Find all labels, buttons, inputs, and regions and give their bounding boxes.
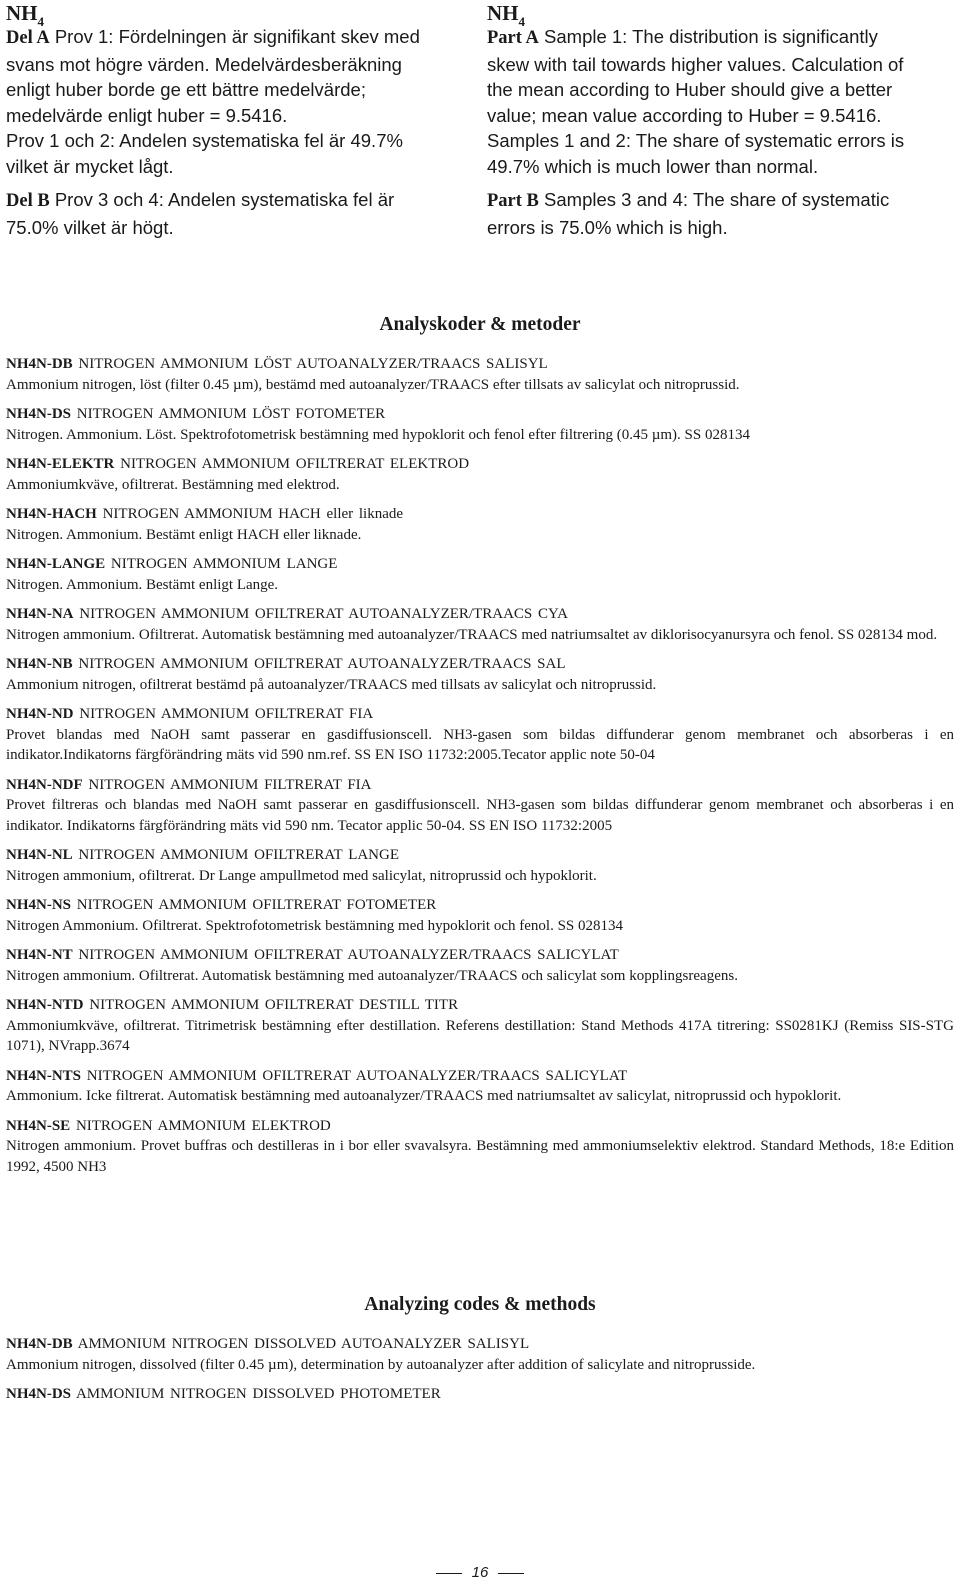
method-heading bbox=[6, 604, 954, 625]
method-entry bbox=[6, 895, 954, 936]
method-heading bbox=[6, 945, 954, 966]
method-heading bbox=[6, 1334, 954, 1355]
method-code: NH4N-NS bbox=[6, 897, 72, 913]
method-entry bbox=[6, 945, 954, 986]
method-name: AMMONIUM NITROGEN DISSOLVED AUTOANALYZER SALISYL bbox=[77, 1336, 530, 1352]
method-description: Ammonium. Icke filtrerat. Automatisk bestämning med autoanalyzer/TRAACS med natriumsaltet av salicylat, nitroprussid och hypoklorit. bbox=[6, 1088, 842, 1104]
method-name: NITROGEN AMMONIUM OFILTRERAT AUTOANALYZER/TRAACS CYA bbox=[79, 606, 569, 622]
method-name: NITROGEN AMMONIUM OFILTRERAT AUTOANALYZER/TRAACS SALICYLAT bbox=[78, 947, 619, 963]
method-description: Nitrogen ammonium. Ofiltrerat. Automatisk bestämning med autoanalyzer/TRAACS och salicylat som kopplingsreagens. bbox=[6, 967, 738, 984]
method-heading bbox=[6, 504, 954, 525]
part-a-line: svans mot högre värden. Medelvärdesberäkning bbox=[6, 53, 402, 75]
method-description: Nitrogen. Ammonium. Bestämt enligt Lange. bbox=[6, 576, 279, 593]
method-description: Provet filtreras och blandas med NaOH samt passerar en gasdiffusionscell. NH3-gasen som bildas diffunderar genom membranet och absorberas i en indikator. Indikatorns färgförändring mäts vid 590 nm. Tecator applic 50-04. SS EN ISO 11732:2005 bbox=[6, 797, 954, 834]
method-name: NITROGEN AMMONIUM OFILTRERAT DESTILL TITR bbox=[89, 997, 459, 1013]
part-a-line: Samples 1 and 2: The share of systematic errors is bbox=[487, 130, 905, 151]
part-b-line: 75.0% vilket är högt. bbox=[6, 216, 174, 238]
method-name: NITROGEN AMMONIUM ELEKTROD bbox=[75, 1117, 331, 1134]
method-entry bbox=[6, 704, 954, 766]
part-a-line: skew with tail towards higher values. Calculation of bbox=[487, 53, 904, 75]
method-entry bbox=[6, 845, 954, 886]
method-code: NH4N-DB bbox=[6, 356, 73, 372]
method-description: Nitrogen ammonium. Provet buffras och destilleras in i bor eller svavalsyra. Bestämning med ammoniumselektiv elektrod. Standard Methods, 18:e Edition 1992, 4500 NH3 bbox=[6, 1138, 954, 1175]
method-code: NH4N-ELEKTR bbox=[6, 456, 115, 472]
part-a-paragraph bbox=[6, 24, 451, 179]
summary-swedish bbox=[6, 0, 451, 240]
method-code: NH4N-NTD bbox=[6, 997, 84, 1013]
method-entry bbox=[6, 1384, 954, 1405]
method-code: NH4N-NTS bbox=[6, 1067, 82, 1084]
method-entry bbox=[6, 1334, 954, 1375]
method-entry bbox=[6, 354, 954, 395]
part-b-label: Part B bbox=[487, 191, 539, 211]
summary-heading bbox=[6, 1, 451, 29]
method-heading bbox=[6, 404, 954, 425]
method-entry bbox=[6, 554, 954, 595]
heading-subscript: 4 bbox=[37, 14, 44, 29]
method-code: NH4N-NT bbox=[6, 947, 73, 963]
method-description: Ammonium nitrogen, löst (filter 0.45 µm), bestämd med autoanalyzer/TRAACS efter tillsats av salicylat och nitroprussid. bbox=[6, 376, 740, 393]
part-a-paragraph bbox=[487, 24, 947, 179]
part-a-line: Prov 1 och 2: Andelen systematiska fel är 49.7% bbox=[6, 130, 403, 151]
method-description: Ammoniumkväve, ofiltrerat. Bestämning med elektrod. bbox=[6, 476, 340, 493]
methods-title-swedish: Analyskoder & metoder bbox=[379, 314, 581, 335]
methods-list-swedish bbox=[6, 354, 954, 1186]
method-entry bbox=[6, 654, 954, 695]
page-number-dash bbox=[436, 1573, 462, 1574]
method-name: NITROGEN AMMONIUM OFILTRERAT FIA bbox=[79, 706, 374, 722]
part-b-line: Prov 3 och 4: Andelen systematiska fel är bbox=[54, 189, 395, 210]
method-entry bbox=[6, 775, 954, 837]
method-code: NH4N-DS bbox=[6, 1386, 72, 1402]
method-heading bbox=[6, 895, 954, 916]
method-code: NH4N-NA bbox=[6, 606, 74, 622]
method-name: NITROGEN AMMONIUM OFILTRERAT ELEKTROD bbox=[120, 456, 470, 472]
method-code: NH4N-HACH bbox=[6, 506, 97, 522]
part-b-line: Samples 3 and 4: The share of systematic bbox=[544, 189, 890, 210]
method-name: NITROGEN AMMONIUM HACH eller liknade bbox=[102, 506, 404, 522]
summary-english bbox=[487, 0, 947, 240]
method-code: NH4N-ND bbox=[6, 706, 74, 722]
part-b-line: errors is 75.0% which is high. bbox=[487, 216, 728, 238]
method-description: Ammoniumkväve, ofiltrerat. Titrimetrisk bestämning efter destillation. Referens destillation: Stand Methods 417A titrering: SS0281KJ (Remiss SIS-STG 1071), NVrapp.3674 bbox=[6, 1017, 954, 1054]
method-entry bbox=[6, 504, 954, 545]
method-heading bbox=[6, 704, 954, 725]
part-a-line: Prov 1: Fördelningen är signifikant skev med bbox=[54, 26, 420, 47]
method-entry bbox=[6, 995, 954, 1057]
part-a-label: Part A bbox=[487, 28, 539, 48]
method-heading bbox=[6, 1384, 954, 1405]
method-description: Provet blandas med NaOH samt passerar en gasdiffusionscell. NH3-gasen som bildas diffunderar genom membranet och absorberas i en indikator.Indikatorns färgförändring mäts vid 590 nm.ref. SS EN ISO 11732:2005.Tecator applic note 50-04 bbox=[6, 726, 954, 763]
method-heading bbox=[6, 654, 954, 675]
method-name: NITROGEN AMMONIUM OFILTRERAT AUTOANALYZER/TRAACS SALICYLAT bbox=[86, 1067, 628, 1084]
method-description: Ammonium nitrogen, dissolved (filter 0.45 µm), determination by autoanalyzer after addition of salicylate and nitroprusside. bbox=[6, 1356, 756, 1373]
method-name: NITROGEN AMMONIUM OFILTRERAT FOTOMETER bbox=[76, 897, 437, 913]
method-name: AMMONIUM NITROGEN DISSOLVED PHOTOMETER bbox=[75, 1386, 441, 1402]
method-heading bbox=[6, 554, 954, 575]
method-code: NH4N-NDF bbox=[6, 776, 83, 793]
method-heading bbox=[6, 454, 954, 475]
method-name: NITROGEN AMMONIUM OFILTRERAT AUTOANALYZER/TRAACS SAL bbox=[78, 656, 566, 672]
method-code: NH4N-NL bbox=[6, 847, 73, 863]
method-code: NH4N-NB bbox=[6, 656, 73, 672]
heading-subscript: 4 bbox=[518, 14, 525, 29]
method-code: NH4N-SE bbox=[6, 1117, 71, 1134]
method-heading bbox=[6, 1066, 954, 1087]
method-description: Nitrogen Ammonium. Ofiltrerat. Spektrofotometrisk bestämning med hypoklorit och fenol. SS 028134 bbox=[6, 917, 624, 934]
part-a-line: Sample 1: The distribution is significantly bbox=[544, 26, 878, 47]
method-code: NH4N-DS bbox=[6, 406, 72, 422]
method-code: NH4N-DB bbox=[6, 1336, 73, 1352]
heading-text: NH bbox=[6, 1, 38, 25]
page-number bbox=[0, 1564, 960, 1581]
page-number-text: 16 bbox=[471, 1564, 489, 1581]
part-a-line: medelvärde enligt huber = 9.5416. bbox=[6, 104, 288, 126]
method-name: NITROGEN AMMONIUM LANGE bbox=[110, 556, 338, 572]
method-name: NITROGEN AMMONIUM LÖST FOTOMETER bbox=[76, 406, 386, 422]
part-b-paragraph bbox=[487, 187, 947, 240]
part-b-label: Del B bbox=[6, 191, 50, 211]
part-b-paragraph bbox=[6, 187, 451, 240]
part-a-line: 49.7% which is much lower than normal. bbox=[487, 155, 819, 177]
method-entry bbox=[6, 1116, 954, 1178]
part-a-line: enligt huber borde ge ett bättre medelvärde; bbox=[6, 79, 366, 100]
page-number-dash bbox=[498, 1573, 524, 1574]
summary-heading bbox=[487, 1, 947, 29]
method-entry bbox=[6, 604, 954, 645]
method-heading bbox=[6, 845, 954, 866]
part-a-line: vilket är mycket lågt. bbox=[6, 155, 174, 177]
method-entry bbox=[6, 454, 954, 495]
method-heading bbox=[6, 354, 954, 375]
method-description: Nitrogen ammonium. Ofiltrerat. Automatisk bestämning med autoanalyzer/TRAACS med natriumsaltet av diklorisocyanursyra och fenol. SS 028134 mod. bbox=[6, 626, 938, 643]
method-heading bbox=[6, 1116, 954, 1137]
methods-title-english: Analyzing codes & methods bbox=[364, 1294, 596, 1315]
method-code: NH4N-LANGE bbox=[6, 556, 106, 572]
method-name: NITROGEN AMMONIUM FILTRERAT FIA bbox=[88, 776, 372, 793]
method-name: NITROGEN AMMONIUM LÖST AUTOANALYZER/TRAACS SALISYL bbox=[78, 356, 548, 372]
method-description: Ammonium nitrogen, ofiltrerat bestämd på autoanalyzer/TRAACS med tillsats av salicylat och nitroprussid. bbox=[6, 676, 657, 693]
method-name: NITROGEN AMMONIUM OFILTRERAT LANGE bbox=[78, 847, 400, 863]
heading-text: NH bbox=[487, 1, 519, 25]
part-a-label: Del A bbox=[6, 28, 50, 48]
method-entry bbox=[6, 404, 954, 445]
method-description: Nitrogen. Ammonium. Löst. Spektrofotometrisk bestämning med hypoklorit och fenol efter filtrering (0.45 µm). SS 028134 bbox=[6, 426, 750, 443]
method-entry bbox=[6, 1066, 954, 1107]
part-a-line: the mean according to Huber should give a better bbox=[487, 79, 893, 100]
methods-list-english bbox=[6, 1334, 954, 1414]
method-description: Nitrogen. Ammonium. Bestämt enligt HACH eller liknade. bbox=[6, 526, 362, 543]
method-heading bbox=[6, 995, 954, 1016]
method-heading bbox=[6, 775, 954, 796]
method-description: Nitrogen ammonium, ofiltrerat. Dr Lange ampullmetod med salicylat, nitroprussid och hypoklorit. bbox=[6, 867, 597, 884]
part-a-line: value; mean value according to Huber = 9.5416. bbox=[487, 104, 882, 126]
